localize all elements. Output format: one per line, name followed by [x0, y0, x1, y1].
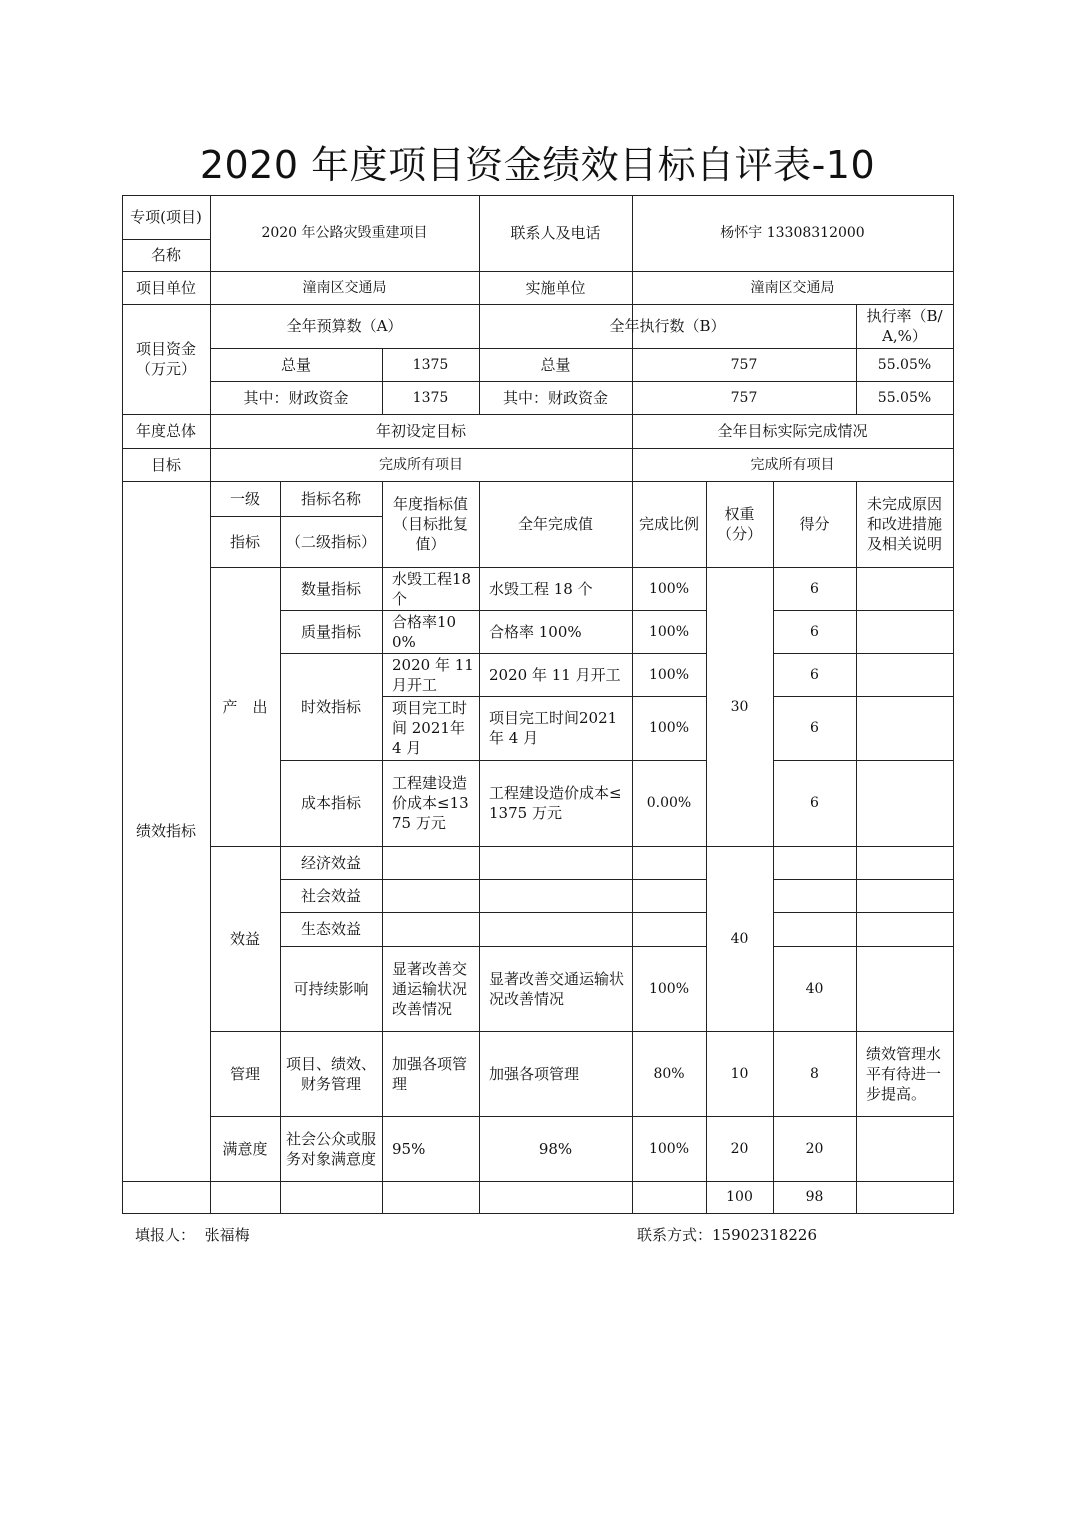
indicator-reason — [856, 879, 953, 912]
indicator-score: 6 — [810, 795, 819, 811]
fund-row-exec: 757 — [730, 389, 758, 406]
footer-contact-label: 联系方式： — [637, 1226, 713, 1244]
indicator-score: 6 — [810, 623, 819, 640]
indicator-actual: 水毁工程 18 个 — [489, 579, 593, 598]
indicator-reason — [856, 946, 953, 1031]
col-level1: 一级 — [229, 489, 260, 508]
indicator-name: 数量指标 — [300, 579, 361, 598]
indicator-ratio: 0.00% — [646, 795, 692, 811]
indicator-reason: 绩效管理水平有待进一步提高。 — [866, 1044, 942, 1103]
unit-label: 项目单位 — [135, 278, 196, 297]
indicator-score: 40 — [805, 980, 824, 997]
indicator-name: 时效指标 — [300, 697, 361, 716]
impl-value: 潼南区交通局 — [750, 279, 835, 296]
col-name-2: （二级指标） — [285, 532, 376, 551]
indicator-actual — [479, 912, 632, 946]
indicator-reason — [856, 1116, 953, 1181]
indicator-target: 工程建设造价成本≤1375 万元 — [392, 774, 469, 832]
benefit-label: 效益 — [229, 929, 260, 948]
indicator-name: 项目、绩效、财务管理 — [285, 1054, 376, 1093]
indicator-weight: 20 — [730, 1140, 749, 1157]
indicator-actual: 显著改善交通运输状况改善情况 — [489, 969, 625, 1008]
indicator-name: 成本指标 — [300, 794, 361, 812]
contact-value: 杨怀宇 13308312000 — [720, 225, 865, 241]
project-name-label-2: 名称 — [150, 246, 181, 264]
col-reason: 未完成原因和改进措施及相关说明 — [866, 495, 942, 553]
project-name-label: 专项(项目) — [130, 208, 202, 226]
fund-row-budget: 1375 — [412, 356, 449, 373]
fund-row-exec: 757 — [730, 356, 758, 373]
footer-filler — [135, 1224, 250, 1246]
indicator-target — [382, 912, 479, 946]
indicator-ratio — [632, 912, 706, 946]
indicator-name: 社会公众或服务对象满意度 — [285, 1129, 376, 1168]
indicator-ratio: 80% — [653, 1065, 685, 1082]
indicator-target: 2020 年 11月开工 — [392, 655, 474, 694]
fund-row-exec-label: 总量 — [540, 355, 571, 374]
indicator-reason — [856, 567, 953, 610]
indicator-ratio: 100% — [648, 580, 690, 597]
indicator-target: 合格率100% — [392, 612, 457, 651]
indicator-score: 6 — [810, 580, 819, 597]
total-weight: 100 — [726, 1189, 753, 1205]
indicator-score: 8 — [810, 1065, 819, 1082]
annual-goal-label: 年度总体 — [135, 422, 196, 440]
indicator-score: 6 — [810, 720, 819, 736]
rate-header: 执行率（B/A,%） — [866, 307, 943, 345]
filler-label: 填报人： — [135, 1226, 196, 1244]
page-title: 2020 年度项目资金绩效目标自评表-10 — [199, 143, 876, 187]
indicator-target: 95% — [392, 1139, 426, 1158]
col-name: 指标名称 — [300, 489, 361, 508]
indicator-score: 20 — [805, 1140, 824, 1157]
indicator-ratio: 100% — [648, 980, 690, 997]
indicator-target — [382, 846, 479, 879]
indicator-name: 生态效益 — [300, 920, 361, 938]
output-label: 产 出 — [222, 697, 268, 716]
col-weight: 权重（分） — [716, 505, 762, 543]
indicator-actual — [479, 879, 632, 912]
indicator-actual — [479, 846, 632, 879]
indicator-target: 项目完工时间 2021年 4 月 — [392, 699, 468, 757]
indicator-name: 经济效益 — [300, 853, 361, 872]
indicator-name: 质量指标 — [300, 622, 361, 641]
indicator-reason — [856, 912, 953, 946]
indicator-ratio — [632, 846, 706, 879]
manage-label: 管理 — [229, 1064, 260, 1083]
indicator-ratio: 100% — [648, 1140, 690, 1157]
unit-value: 潼南区交通局 — [302, 279, 387, 296]
indicator-actual: 2020 年 11 月开工 — [489, 665, 621, 684]
fund-row-rate: 55.05% — [877, 356, 932, 373]
indicator-score — [773, 912, 856, 946]
indicator-reason — [856, 696, 953, 760]
indicator-weight: 10 — [730, 1065, 749, 1082]
indicator-reason — [856, 610, 953, 653]
actual-goal-header: 全年目标实际完成情况 — [717, 422, 868, 440]
col-actual: 全年完成值 — [517, 515, 593, 533]
indicator-target: 水毁工程18 个 — [392, 569, 472, 608]
indicator-name: 可持续影响 — [293, 979, 369, 998]
indicator-ratio: 100% — [648, 623, 690, 640]
fund-row-rate: 55.05% — [877, 389, 932, 406]
indicator-actual: 项目完工时间2021 年 4 月 — [489, 709, 618, 747]
indicator-score: 6 — [810, 666, 819, 683]
perf-label: 绩效指标 — [135, 822, 196, 840]
satisfaction-label: 满意度 — [222, 1139, 268, 1158]
annual-goal-label-2: 目标 — [150, 455, 181, 474]
indicator-actual: 合格率 100% — [489, 622, 582, 641]
filler-name: 张福梅 — [204, 1226, 250, 1244]
indicator-score — [773, 846, 856, 879]
indicator-reason — [856, 653, 953, 696]
indicator-actual: 工程建设造价成本≤1375 万元 — [489, 784, 622, 822]
contact-label: 联系人及电话 — [510, 224, 601, 242]
footer-contact — [637, 1224, 817, 1246]
funds-label: 项目资金（万元） — [135, 340, 196, 378]
fund-row-exec-label: 其中：财政资金 — [502, 388, 608, 407]
actual-goal-value: 完成所有项目 — [750, 456, 835, 473]
col-ratio: 完成比例 — [638, 515, 699, 533]
exec-header: 全年执行数（B） — [609, 317, 726, 335]
output-weight: 30 — [730, 698, 749, 715]
col-target: 年度指标值（目标批复值） — [392, 495, 468, 553]
project-name-value: 2020 年公路灾毁重建项目 — [261, 225, 428, 241]
indicator-ratio: 100% — [648, 666, 690, 683]
impl-label: 实施单位 — [525, 278, 586, 297]
indicator-target: 加强各项管理 — [392, 1054, 468, 1093]
indicator-score — [773, 879, 856, 912]
fund-row-budget: 1375 — [412, 389, 449, 406]
set-goal-value: 完成所有项目 — [379, 456, 463, 473]
indicator-target: 显著改善交通运输状况改善情况 — [392, 959, 468, 1018]
footer-contact-value: 15902318226 — [712, 1226, 817, 1244]
total-score: 98 — [805, 1189, 824, 1205]
indicator-target — [382, 879, 479, 912]
indicator-ratio — [632, 879, 706, 912]
indicator-reason — [856, 846, 953, 879]
indicator-name: 社会效益 — [300, 886, 361, 905]
fund-row-label: 其中：财政资金 — [243, 388, 349, 407]
indicator-actual: 98% — [538, 1139, 573, 1158]
budget-header: 全年预算数（A） — [286, 317, 403, 335]
benefit-weight: 40 — [730, 930, 749, 947]
indicator-actual: 加强各项管理 — [489, 1064, 580, 1083]
col-level1-2: 指标 — [229, 532, 260, 551]
indicator-reason — [856, 760, 953, 846]
col-score: 得分 — [799, 515, 830, 533]
indicator-ratio: 100% — [648, 720, 690, 736]
fund-row-label: 总量 — [280, 355, 311, 374]
set-goal-header: 年初设定目标 — [375, 422, 466, 440]
